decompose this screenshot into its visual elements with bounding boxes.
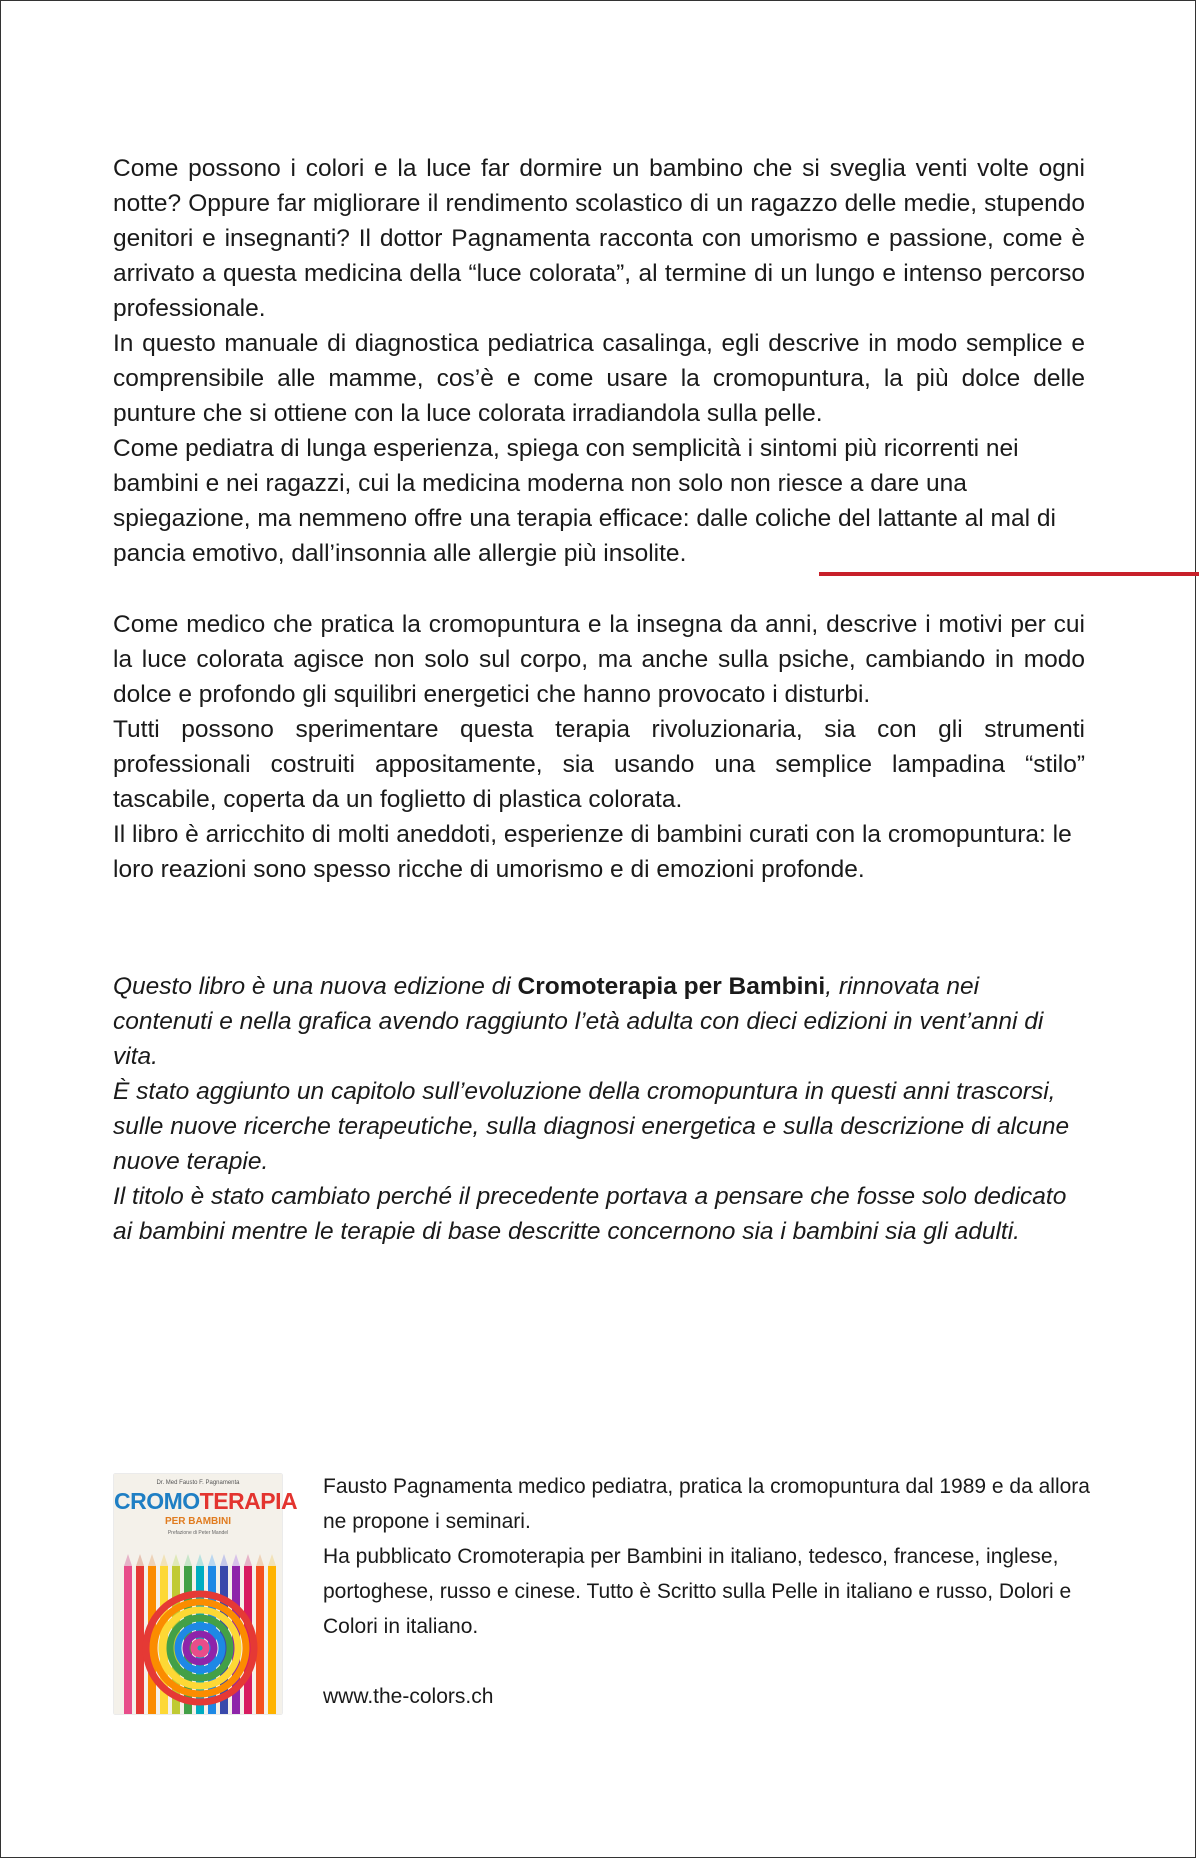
edition-note-section [113, 969, 1085, 1249]
method-section [113, 607, 1085, 887]
cover-title-part-2: TERAPIA [199, 1488, 298, 1514]
intro-paragraph-2: In questo manuale di diagnostica pediatrica casalinga, egli descrive in modo semplice e comprensibile alle mamme, cos’è e come usare la cromopuntura, la più dolce delle punture che si ottiene con la luce colorata irradiandola sulla pelle. [113, 330, 1085, 427]
website-url: www.the-colors.ch [323, 1685, 494, 1708]
author-paragraph-2: Ha pubblicato Cromoterapia per Bambini in italiano, tedesco, francese, inglese, portoghese, russo e cinese. Tutto è Scritto sulla Pelle in italiano e russo, Dolori e Colori in italiano. [323, 1545, 1072, 1638]
method-paragraph-1: Come medico che pratica la cromopuntura e la insegna da anni, descrive i motivi per cui la luce colorata agisce non solo sul corpo, ma anche sulla psiche, cambiando in modo dolce e profondo gli squilibri energetici che hanno provocato i disturbi. [113, 611, 1085, 708]
cover-subtitle: PER BAMBINI [164, 1516, 232, 1527]
author-paragraph-1: Fausto Pagnamenta medico pediatra, pratica la cromopuntura dal 1989 e da allora ne propone i seminari. [323, 1475, 1090, 1533]
pencil-spiral-illustration [114, 1536, 282, 1714]
intro-paragraph-1: Come possono i colori e la luce far dormire un bambino che si sveglia venti volte ogni notte? Oppure far migliorare il rendimento scolastico di un ragazzo delle medie, stupendo genitori e insegnanti? Il dottor Pagnamenta racconta con umorismo e passione, come è arrivato a questa medicina della “luce colorata”, al termine di un lungo e intenso percorso professionale. [113, 155, 1085, 322]
edition-paragraph-1 [113, 969, 1085, 1074]
cover-note: Prefazione di Peter Mandel [167, 1530, 229, 1536]
author-bio [323, 1469, 1103, 1714]
edition-text-before: Questo libro è una nuova edizione di [113, 973, 518, 1000]
cover-title-part-1: CROMO [114, 1488, 200, 1514]
method-paragraph-3: Il libro è arricchito di molti aneddoti, esperienze di bambini curati con la cromopuntura: le loro reazioni sono spesso ricche di umorismo e di emozioni profonde. [113, 821, 1072, 883]
edition-text-after: , rinnovata nei contenuti e nella grafica avendo raggiunto l’età adulta con dieci edizioni in vent’anni di vita. [113, 973, 1044, 1070]
edition-paragraph-3: Il titolo è stato cambiato perché il precedente portava a pensare che fosse solo dedicato ai bambini mentre le terapie di base descritte concernono sia i bambini sia gli adulti. [113, 1183, 1067, 1245]
cover-author: Dr. Med Fausto F. Pagnamenta [156, 1480, 240, 1486]
cover-title [114, 1488, 298, 1515]
red-divider-line [819, 572, 1199, 576]
book-cover-thumbnail [114, 1474, 298, 1714]
previous-book-title: Cromoterapia per Bambini [517, 973, 826, 1000]
method-paragraph-2: Tutti possono sperimentare questa terapia rivoluzionaria, sia con gli strumenti professionali costruiti appositamente, sia usando una semplice lampadina “stilo” tascabile, coperta da un foglietto di plastica colorata. [113, 716, 1085, 813]
edition-paragraph-2: È stato aggiunto un capitolo sull’evoluzione della cromopuntura in questi anni trascorsi, sulle nuove ricerche terapeutiche, sulla diagnosi energetica e sulla descrizione di alcune nuove terapie. [113, 1078, 1070, 1175]
intro-section [113, 151, 1085, 571]
intro-paragraph-3: Come pediatra di lunga esperienza, spiega con semplicità i sintomi più ricorrenti nei bambini e nei ragazzi, cui la medicina moderna non solo non riesce a dare una spiegazione, ma nemmeno offre una terapia efficace: dalle coliche del lattante al mal di pancia emotivo, dall’insonnia alle allergie più insolite. [113, 435, 1056, 567]
